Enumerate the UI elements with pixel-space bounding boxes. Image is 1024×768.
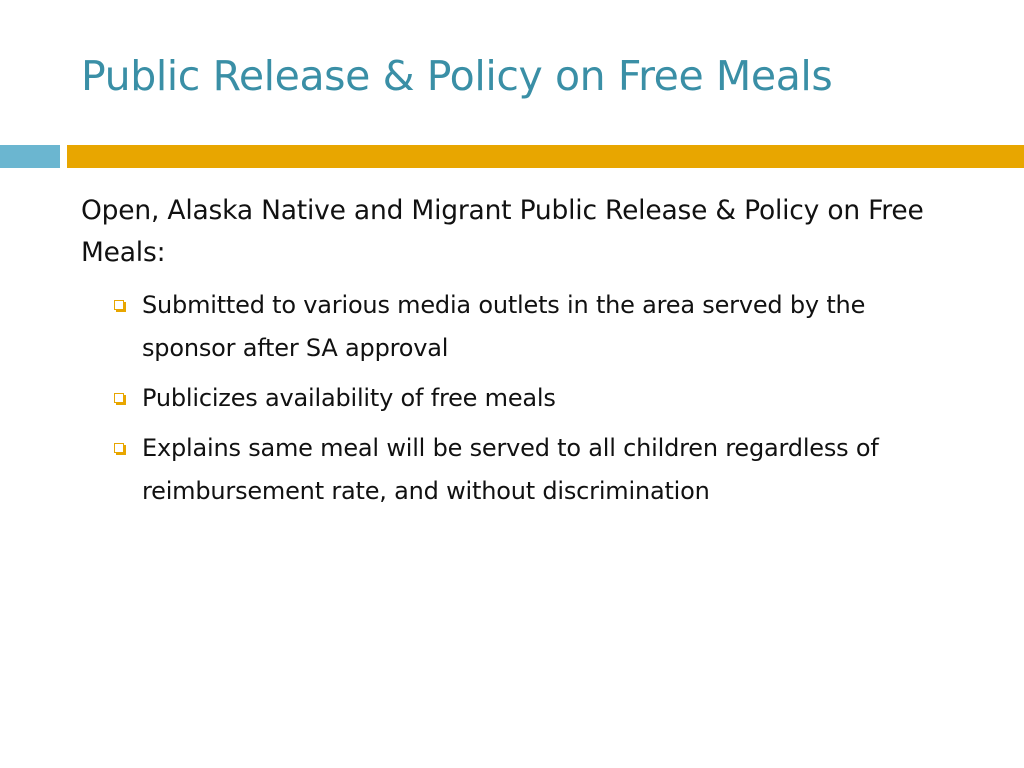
bullet-list [81, 284, 951, 513]
bullet-text: Submitted to various media outlets in the area served by the sponsor after SA approval [142, 291, 866, 362]
bullet-item [111, 427, 951, 513]
bullet-text: Explains same meal will be served to all children regardless of reimbursement rate, and without discrimination [142, 434, 879, 505]
accent-bar-right [67, 145, 1024, 168]
bullet-item [111, 284, 951, 370]
bullet-text: Publicizes availability of free meals [142, 384, 556, 412]
square-bullet-icon [114, 300, 124, 310]
accent-bar-left [0, 145, 60, 168]
bullet-item [111, 377, 951, 420]
slide-body [81, 190, 951, 520]
slide-title: Public Release & Policy on Free Meals [81, 52, 833, 100]
square-bullet-icon [114, 393, 124, 403]
intro-text: Open, Alaska Native and Migrant Public Release & Policy on Free Meals: [81, 195, 924, 268]
square-bullet-icon [114, 443, 124, 453]
